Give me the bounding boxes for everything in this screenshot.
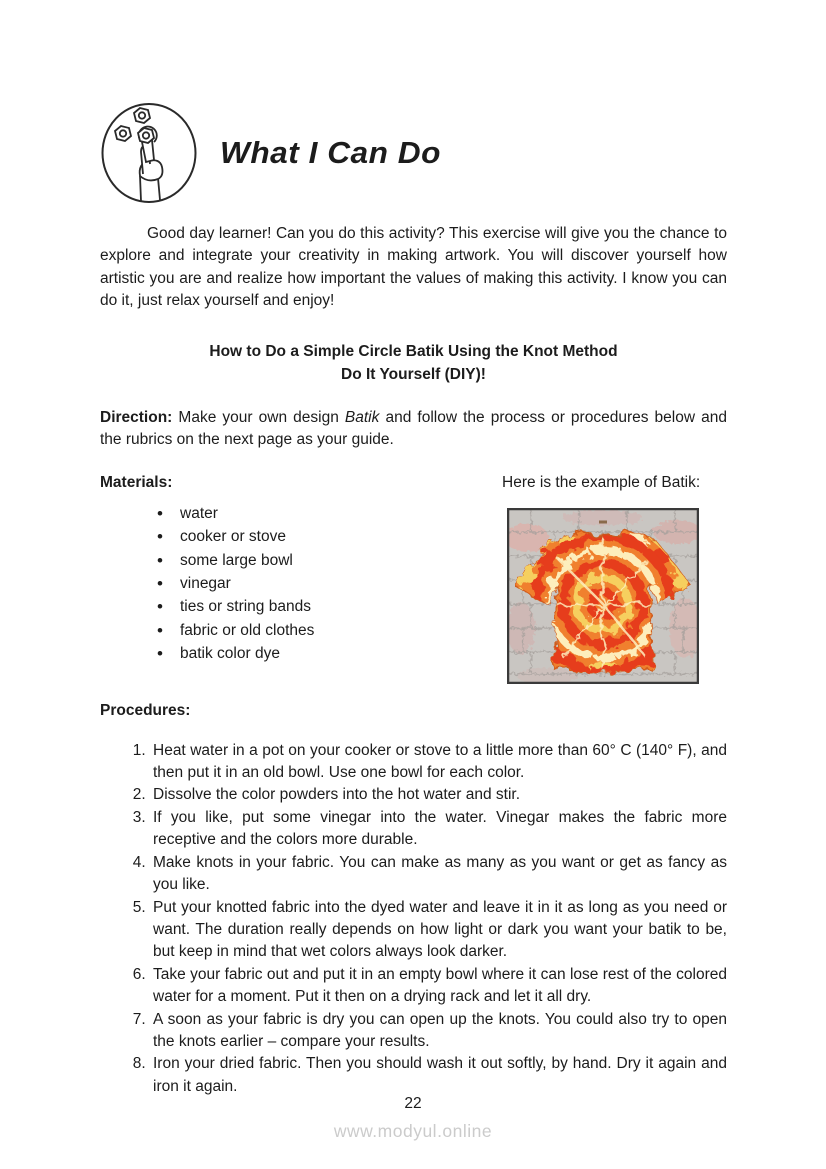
procedure-step: 7. A soon as your fabric is dry you can open up the knots. You could also try to open the knots earlier – compare your results. (150, 1009, 727, 1054)
materials-list-item: • batik color dye (180, 642, 502, 665)
direction-label: Direction: (100, 408, 173, 426)
footer-url: www.modyul.online (333, 1121, 493, 1142)
procedures-label: Procedures: (100, 702, 191, 720)
procedure-step: 8. Iron your dried fabric. Then you should wash it out softly, by hand. Dry it again and iron it again. (150, 1053, 727, 1098)
direction-paragraph (100, 407, 727, 452)
activity-heading-line1: How to Do a Simple Circle Batik Using the Knot Method (209, 342, 618, 360)
batik-tshirt-image (507, 508, 699, 684)
materials-list-item: • vinegar (180, 572, 502, 595)
page-footer (0, 1093, 826, 1143)
procedure-step: 3. If you like, put some vinegar into the water. Vinegar makes the fabric more receptive and the colors more durable. (150, 807, 727, 852)
procedure-step: 5. Put your knotted fabric into the dyed water and leave it in it as long as you need or want. The duration really depends on how light or dark you want your batik to be, but keep in mind that wet colors always look darker. (150, 897, 727, 964)
direction-italic-word: Batik (344, 408, 380, 426)
materials-section (100, 472, 502, 691)
section-header (100, 0, 727, 204)
procedure-step: 6. Take your fabric out and put it in an empty bowl where it can lose rest of the colored water for a moment. Put it then on a drying rack and let it all dry. (150, 964, 727, 1009)
materials-list (100, 502, 502, 666)
intro-paragraph: Good day learner! Can you do this activity? This exercise will give you the chance to explore and integrate your creativity in making artwork. You will discover yourself how artistic you are and realize how important the values of making this activity. I know you can do it, just relax yourself and enjoy! (100, 225, 727, 310)
procedure-step: 2. Dissolve the color powders into the hot water and stir. (150, 784, 727, 806)
procedures-list (100, 740, 727, 1099)
activity-heading-line2: Do It Yourself (DIY)! (341, 365, 486, 383)
example-section (502, 472, 727, 691)
materials-list-item: • ties or string bands (180, 595, 502, 618)
direction-text-2: and follow the process or procedures below and the rubrics on the next page as your guide. (100, 408, 727, 449)
page-number: 22 (404, 1095, 422, 1112)
hand-holding-wrench-icon (100, 100, 198, 204)
example-caption: Here is the example of Batik: (502, 474, 701, 492)
materials-label: Materials: (100, 474, 173, 492)
activity-heading (100, 340, 727, 386)
materials-list-item: • water (180, 502, 502, 525)
procedure-step: 1. Heat water in a pot on your cooker or stove to a little more than 60° C (140° F), and then put it in an old bowl. Use one bowl for each color. (150, 740, 727, 785)
page-title: What I Can Do (220, 134, 441, 170)
materials-list-item: • fabric or old clothes (180, 619, 502, 642)
direction-text-1: Make your own design (172, 408, 345, 426)
materials-list-item: • some large bowl (180, 549, 502, 572)
materials-and-example-row (100, 472, 727, 691)
procedure-step: 4. Make knots in your fabric. You can make as many as you want or get as fancy as you like. (150, 852, 727, 897)
materials-list-item: • cooker or stove (180, 525, 502, 548)
